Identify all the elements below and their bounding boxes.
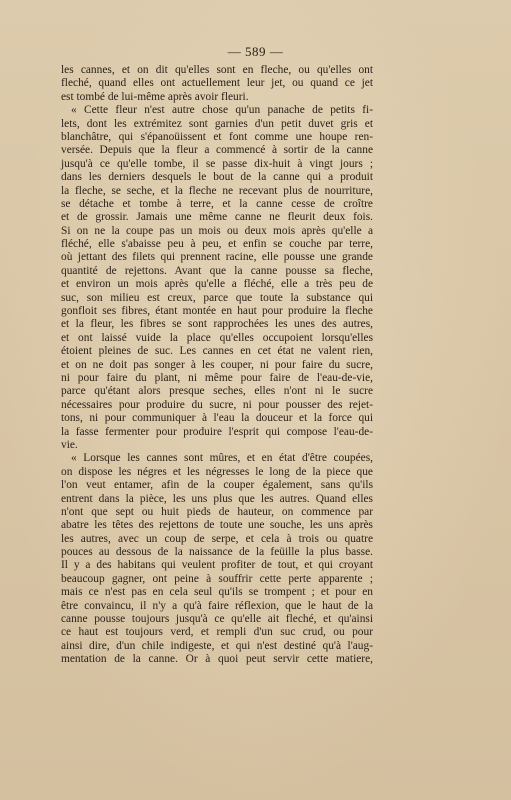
- text-line: suc, son milieu est creux, parce que toute la substance qui: [61, 291, 373, 304]
- text-line: tons, ni pour communiquer à l'eau la douceur et la force qui: [61, 412, 373, 425]
- text-line: fléché, elle s'abaisse peu à peu, et enfin se couche par terre,: [61, 238, 373, 251]
- text-line: gonfloit ses fibres, étant montée en haut pour produire la fleche: [61, 305, 373, 318]
- text-line: est tombé de lui-même après avoir fleuri.: [61, 90, 249, 103]
- text-line: les cannes, et on dit qu'elles sont en fleche, ou qu'elles ont: [61, 64, 373, 76]
- text-line: Si on ne la coupe pas un mois ou deux mois après qu'elle a: [61, 224, 373, 237]
- text-line: Il y a des habitans qui veulent profiter de tout, et qui croyant: [61, 559, 373, 572]
- text-line: versée. Depuis que la fleur a commencé à sortir de la canne: [61, 144, 373, 157]
- text-line: n'ont que sept ou huit pieds de hauteur, on commence par: [61, 505, 373, 518]
- text-line: et on ne doit pas songer à les couper, ni pour faire du sucre,: [61, 358, 373, 371]
- text-line: et de grossir. Jamais une même canne ne fleurit deux fois.: [61, 211, 373, 224]
- text-line: entrent dans la pièce, les uns plus que les autres. Quand elles: [61, 492, 373, 505]
- text-line: vie.: [61, 438, 78, 451]
- text-line: canne pousse toujours jusqu'à ce qu'elle ait fleché, et qu'ainsi: [61, 613, 373, 626]
- text-line: lets, dont les extrémitez sont garnies d'un petit duvet gris et: [61, 117, 373, 130]
- text-line: ainsi dire, d'un chile indigeste, et qui n'est destiné qu'à l'aug-: [61, 639, 373, 652]
- text-line: et la fleur, les fibres se sont rapprochées les unes des autres,: [61, 318, 373, 331]
- text-line: les autres, avec un coup de serpe, et cela à trois ou quatre: [61, 532, 373, 545]
- text-line: beaucoup gagner, ont peine à souffrir cette perte apparente ;: [61, 572, 373, 585]
- text-line: ce haut est toujours verd, et rempli d'un suc crud, ou pour: [61, 626, 373, 639]
- text-line: ni pour faire du plant, ni même pour faire de l'eau-de-vie,: [61, 371, 373, 384]
- text-line: jusqu'à ce qu'elle tombe, il se passe dix-huit à vingt jours ;: [61, 157, 373, 170]
- text-line: mais ce n'est pas en cela seul qu'ils se trompent ; et pour en: [61, 586, 373, 599]
- text-line: nécessaires pour produire du sucre, ni pour pousser des rejet-: [61, 398, 373, 411]
- text-line: et environ un mois après qu'elle a fléché, elle a très peu de: [61, 278, 373, 291]
- text-line: quantité de rejettons. Avant que la canne pousse sa fleche,: [61, 264, 373, 277]
- text-line: blanchâtre, qui s'épanoüissent et font comme une houpe ren-: [61, 130, 373, 143]
- text-line: « Cette fleur n'est autre chose qu'un panache de petits fi-: [71, 104, 373, 117]
- text-line: être convaincu, il n'y a qu'à faire réflexion, que le haut de la: [61, 599, 373, 612]
- text-line: « Lorsque les cannes sont mûres, et en état d'être coupées,: [71, 452, 373, 465]
- text-line: on dispose les négres et les négresses le long de la piece que: [61, 465, 373, 478]
- text-line: parce qu'étant alors presque seches, elles n'ont ni le sucre: [61, 385, 373, 398]
- page-number: — 589 —: [227, 44, 284, 59]
- text-line: mentation de la canne. Or à quoi peut servir cette matiere,: [61, 653, 373, 666]
- text-line: et ont laissé vuide la place qu'elles occupoient lorsqu'elles: [61, 331, 373, 344]
- text-line: la fasse fermenter pour produire l'esprit qui compose l'eau-de-: [61, 425, 373, 438]
- text-line: fleché, quand elles ont actuellement leur jet, ou quand ce jet: [61, 77, 373, 90]
- text-line: la fleche, se seche, et la fleche ne recevant plus de nourriture,: [61, 184, 373, 197]
- text-line: pouces au dessous de la naissance de la feüille la plus basse.: [61, 546, 373, 559]
- text-line: se détache et tombe à terre, et la canne cesse de croître: [61, 197, 373, 210]
- text-line: dans les derniers desquels le bout de la canne qui a produit: [61, 171, 373, 184]
- text-line: l'on veut entamer, afin de la couper également, sans qu'ils: [61, 479, 373, 492]
- text-line: étoient pleines de suc. Les cannes en cet état ne valent rien,: [61, 345, 373, 358]
- text-line: où jettant des filets qui prennent racine, elle pousse une grande: [61, 251, 373, 264]
- body-text: [61, 64, 373, 667]
- text-line: abatre les têtes des rejettons de toute une souche, les uns après: [61, 519, 373, 532]
